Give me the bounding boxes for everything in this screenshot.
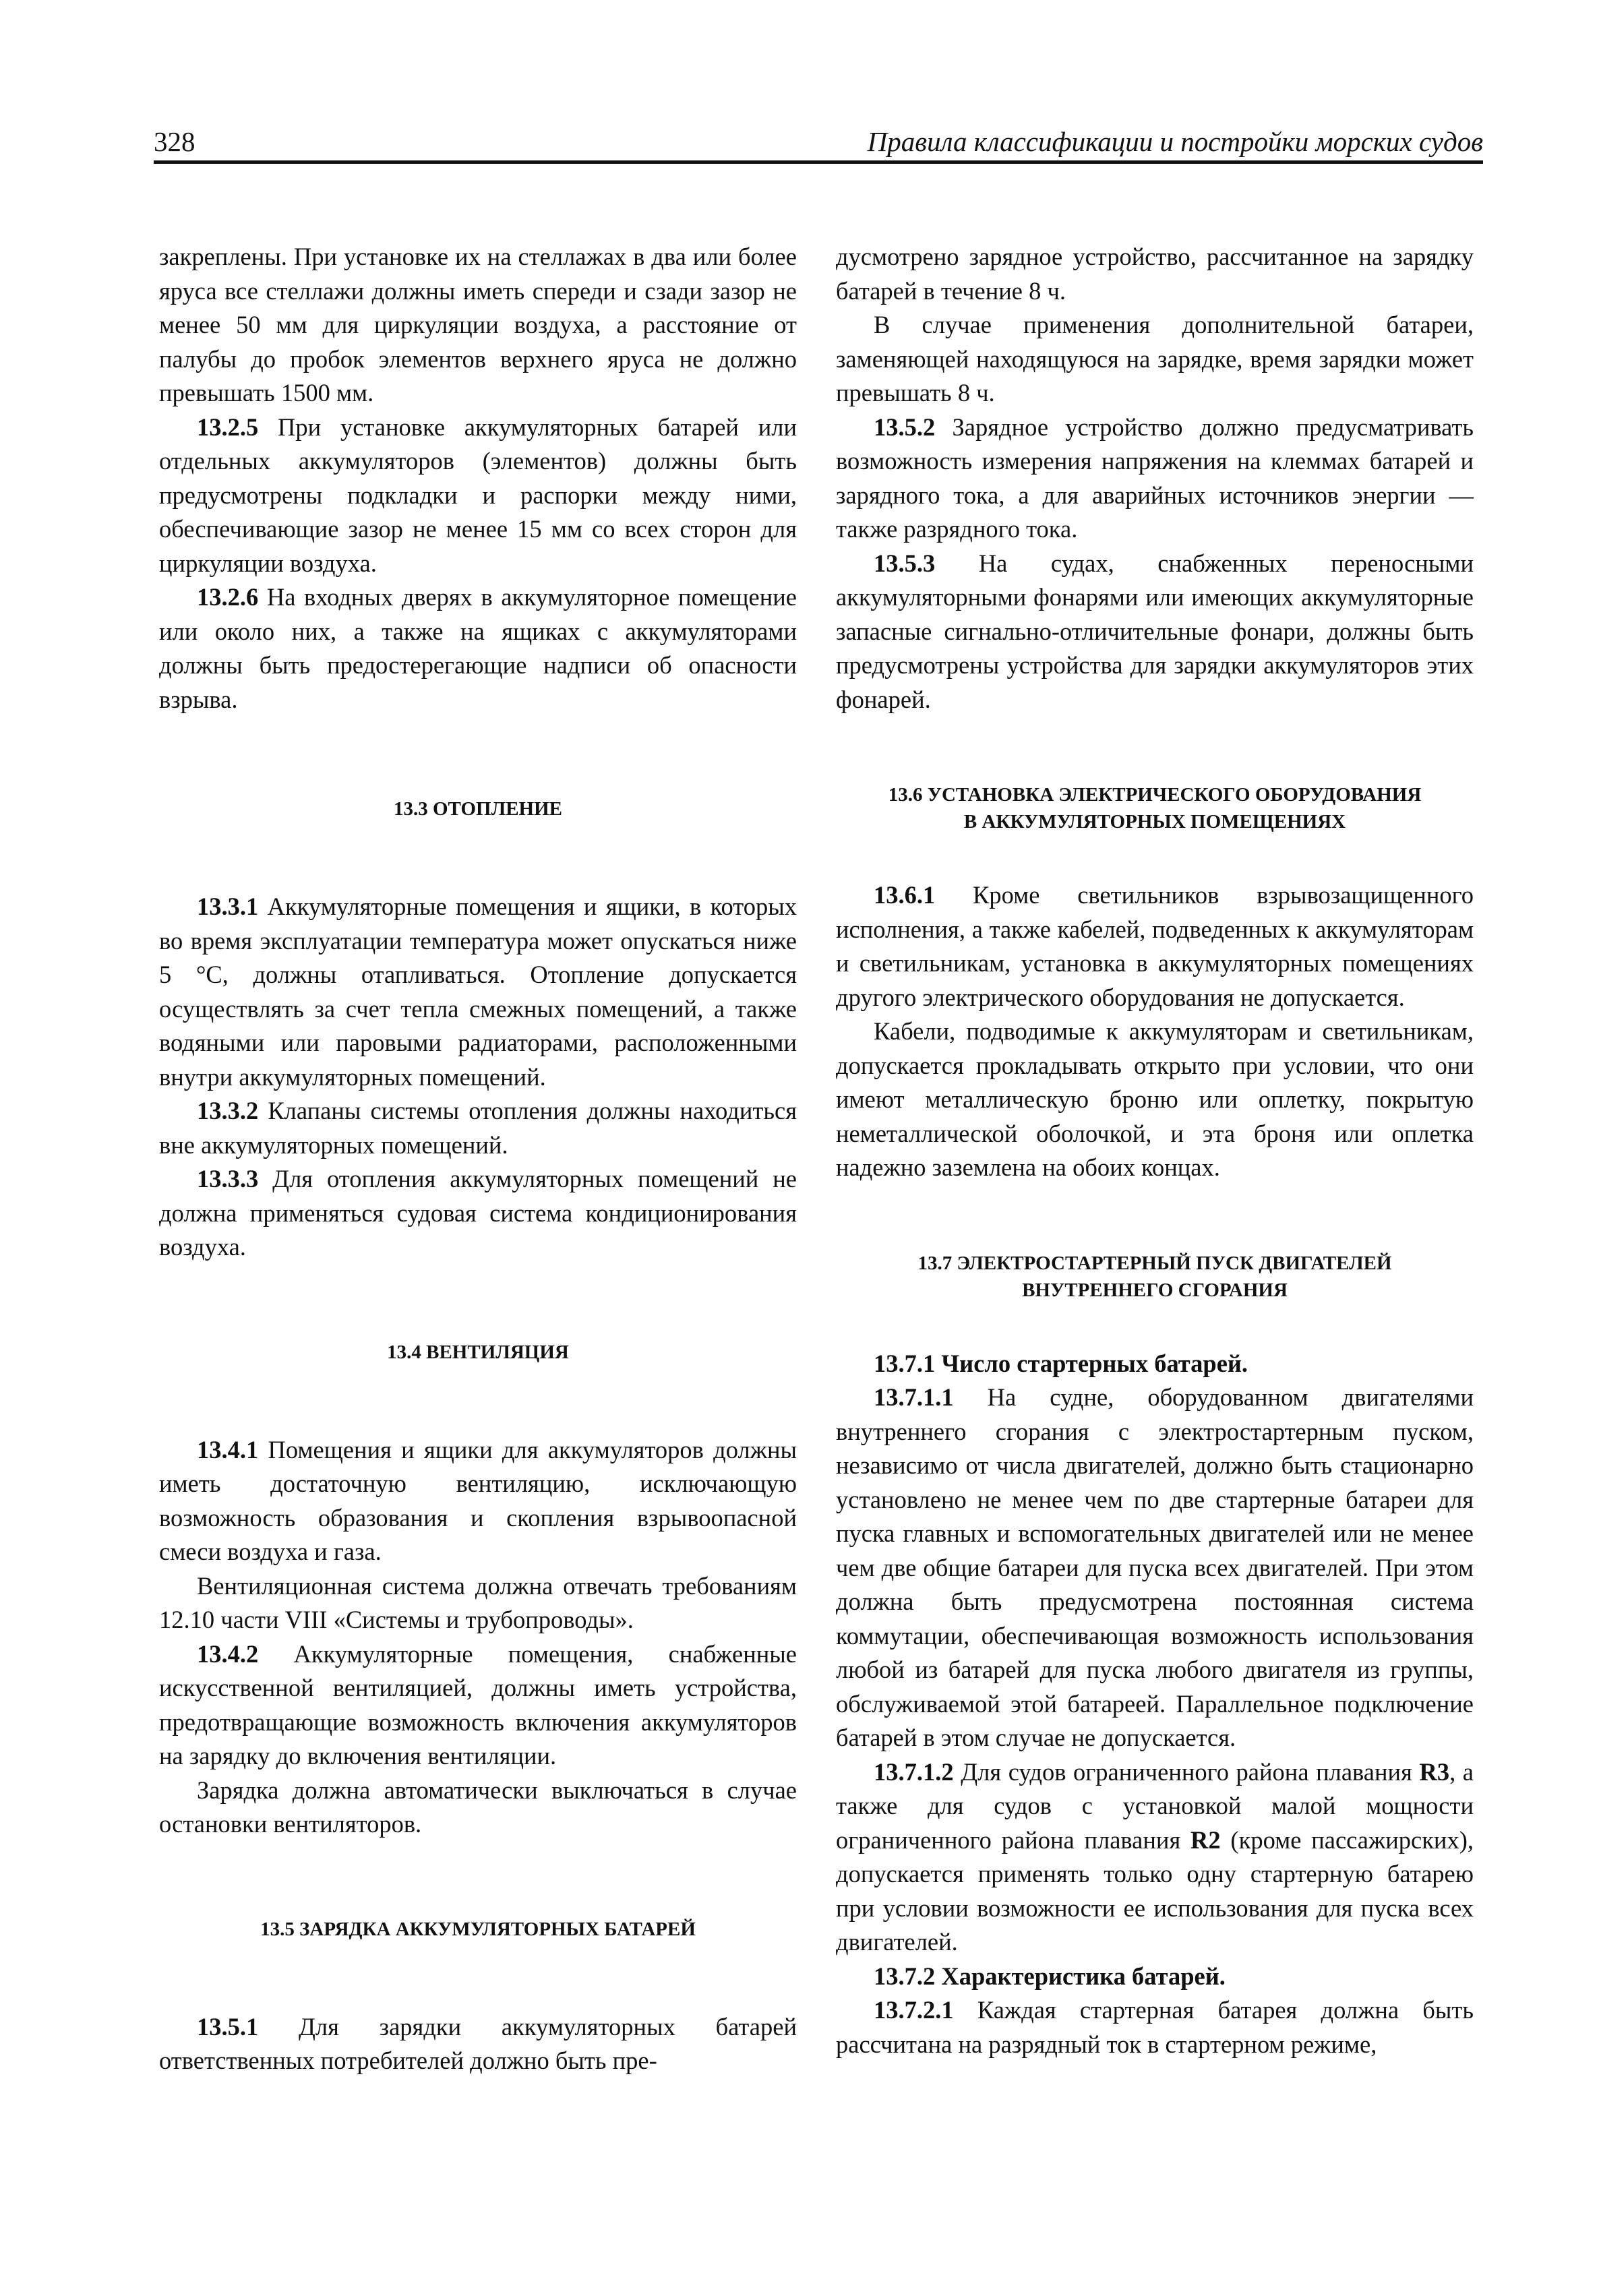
paragraph-13-5-3 <box>836 547 1474 717</box>
clause-number: 13.3.3 <box>197 1165 259 1192</box>
clause-text: , а также для судов с установкой малой мощности ограниченного района плавания <box>836 1757 1474 1854</box>
heading-line: ВНУТРЕННЕГО СГОРАНИЯ <box>1022 1279 1288 1301</box>
clause-text: На судне, оборудованном двигателями внутреннего сгорания с электростартерным пуском, независимо от числа двигателей, должно быть стационарно установлено не менее чем по две стартерные батареи для пуска главных и вспомогательных двигателей или не менее чем две общие батареи для пуска всех двигателей. При этом должна быть предусмотрена постоянная система коммутации, обеспечивающая возможность использования любой из батарей для пуска любого двигателя из группы, обслуживаемой этой батареей. Параллельное подключение батарей в этом случае не допускается. <box>836 1383 1474 1751</box>
paragraph-13-4-1 <box>159 1433 797 1569</box>
clause-text: Помещения и ящики для аккумуляторов должны иметь достаточную вентиляцию, исключающую возможность образования и скопления взрывоопасной смеси воздуха и газа. <box>159 1435 797 1565</box>
clause-text: На судах, снабженных переносными аккумуляторными фонарями или имеющих аккумуляторные запасные сигнально-отличительные фонари, должны быть предусмотрены устройства для зарядки аккумуляторов этих фонарей. <box>836 549 1474 713</box>
header-rule <box>154 160 1483 164</box>
subheading-text: 13.7.1 Число стартерных батарей. <box>874 1349 1248 1377</box>
paragraph-13-2-5 <box>159 411 797 581</box>
clause-text: Кроме светильников взрывозащищенного исполнения, а также кабелей, подведенных к аккумуляторам и светильникам, установка в аккумуляторных помещениях другого электрического оборудования не допускается. <box>836 881 1474 1011</box>
clause-text: При установке аккумуляторных батарей или отдельных аккумуляторов (элементов) должны быть предусмотрены подкладки и распорки между ними, обеспечивающие зазор не менее 15 мм со всех сторон для циркуляции воздуха. <box>159 413 797 577</box>
paragraph: Зарядка должна автоматически выключаться в случае остановки вентиляторов. <box>159 1776 797 1838</box>
clause-text: Каждая стартерная батарея должна быть рассчитана на разрядный ток в стартерном режиме, <box>836 1996 1474 2058</box>
clause-number: 13.7.2.1 <box>874 1996 954 2024</box>
paragraph: Вентиляционная система должна отвечать требованиям 12.10 части VIII «Системы и трубопроводы». <box>159 1571 797 1633</box>
clause-number: 13.5.1 <box>197 2012 259 2041</box>
clause-number: 13.3.2 <box>197 1097 259 1124</box>
paragraph-13-5-2 <box>836 411 1474 547</box>
clause-number: 13.4.1 <box>197 1435 259 1463</box>
clause-number: 13.5.3 <box>874 549 936 577</box>
subheading-13-7-2 <box>836 1960 1474 1994</box>
clause-text: (кроме пассажирских), допускается применять только одну стартерную батарею при условии возможности ее использования для пуска всех двигателей. <box>836 1825 1474 1956</box>
clause-number: 13.2.5 <box>197 413 259 441</box>
subheading-13-7-1 <box>836 1347 1474 1381</box>
page-number: 328 <box>154 126 195 157</box>
clause-text: Зарядное устройство должно предусматривать возможность измерения напряжения на клеммах батарей и зарядного тока, а для аварийных источников энергии — также разрядного тока. <box>836 413 1474 543</box>
paragraph-13-7-1-1 <box>836 1381 1474 1755</box>
clause-number: 13.6.1 <box>874 881 936 909</box>
clause-text: Аккумуляторные помещения и ящики, в которых во время эксплуатации температура может опускаться ниже 5 °С, должны отапливаться. Отопление допускается осуществлять за счет тепла смежных помещений, а также водяными или паровыми радиаторами, расположенными внутри аккумуляторных помещений. <box>159 893 797 1091</box>
clause-text: Клапаны системы отопления должны находиться вне аккумуляторных помещений. <box>159 1097 797 1159</box>
section-heading-13-6 <box>836 781 1474 835</box>
clause-number: 13.2.6 <box>197 583 259 611</box>
clause-text: На входных дверях в аккумуляторное помещение или около них, а также на ящиках с аккумуляторами должны быть предостерегающие надписи об опасности взрыва. <box>159 583 797 713</box>
left-column <box>159 240 797 2078</box>
heading-line: 13.6 УСТАНОВКА ЭЛЕКТРИЧЕСКОГО ОБОРУДОВАНИЯ <box>888 784 1422 806</box>
paragraph: дусмотрено зарядное устройство, рассчитанное на зарядку батарей в течение 8 ч. <box>836 243 1474 305</box>
paragraph: Кабели, подводимые к аккумуляторам и светильникам, допускается прокладывать открыто при условии, что они имеют металлическую броню или оплетку, покрытую неметаллической оболочкой, и эта броня или оплетка надежно заземлена на обоих концах. <box>836 1017 1474 1181</box>
paragraph-13-4-2 <box>159 1637 797 1774</box>
clause-text: Для зарядки аккумуляторных батарей ответственных потребителей должно быть пре- <box>159 2012 797 2074</box>
heading-line: 13.7 ЭЛЕКТРОСТАРТЕРНЫЙ ПУСК ДВИГАТЕЛЕЙ <box>917 1252 1392 1274</box>
clause-text: Для отопления аккумуляторных помещений не должна применяться судовая система кондиционирования воздуха. <box>159 1165 797 1261</box>
clause-number: 13.3.1 <box>197 893 259 920</box>
running-title: Правила классификации и постройки морских судов <box>867 126 1483 157</box>
clause-number: 13.5.2 <box>874 413 936 441</box>
heading-line: В АККУМУЛЯТОРНЫХ ПОМЕЩЕНИЯХ <box>963 811 1346 833</box>
clause-text: Аккумуляторные помещения, снабженные искусственной вентиляцией, должны иметь устройства, предотвращающие возможность включения аккумуляторов на зарядку до включения вентиляции. <box>159 1639 797 1770</box>
page-header <box>154 121 1483 163</box>
paragraph: В случае применения дополнительной батареи, заменяющей находящуюся на зарядке, время зарядки может превышать 8 ч. <box>836 311 1474 406</box>
clause-number: 13.7.1.1 <box>874 1383 954 1411</box>
subheading-text: 13.7.2 Характеристика батарей. <box>874 1962 1226 1990</box>
paragraph-13-3-3 <box>159 1162 797 1265</box>
section-heading-13-3: 13.3 ОТОПЛЕНИЕ <box>393 798 563 820</box>
paragraph-13-3-1 <box>159 890 797 1094</box>
paragraph-13-5-1 <box>159 2010 797 2078</box>
paragraph-13-3-2 <box>159 1094 797 1162</box>
clause-number: 13.4.2 <box>197 1639 259 1668</box>
section-heading-13-7 <box>836 1250 1474 1304</box>
paragraph-13-7-2-1 <box>836 1993 1474 2061</box>
area-code-r3: R3 <box>1419 1757 1450 1786</box>
clause-text: Для судов ограниченного района плавания <box>953 1757 1420 1786</box>
right-column <box>836 240 1474 2061</box>
paragraph: закреплены. При установке их на стеллажах в два или более яруса все стеллажи должны иметь спереди и сзади зазор не менее 50 мм для циркуляции воздуха, а расстояние от палубы до пробок элементов верхнего яруса не должно превышать 1500 мм. <box>159 243 797 406</box>
section-heading-13-5: 13.5 ЗАРЯДКА АККУМУЛЯТОРНЫХ БАТАРЕЙ <box>260 1918 696 1940</box>
paragraph-13-7-1-2 <box>836 1755 1474 1960</box>
paragraph-13-6-1 <box>836 878 1474 1015</box>
clause-number: 13.7.1.2 <box>874 1757 954 1786</box>
paragraph-13-2-6 <box>159 580 797 717</box>
area-code-r2: R2 <box>1190 1825 1221 1854</box>
section-heading-13-4: 13.4 ВЕНТИЛЯЦИЯ <box>387 1341 569 1363</box>
